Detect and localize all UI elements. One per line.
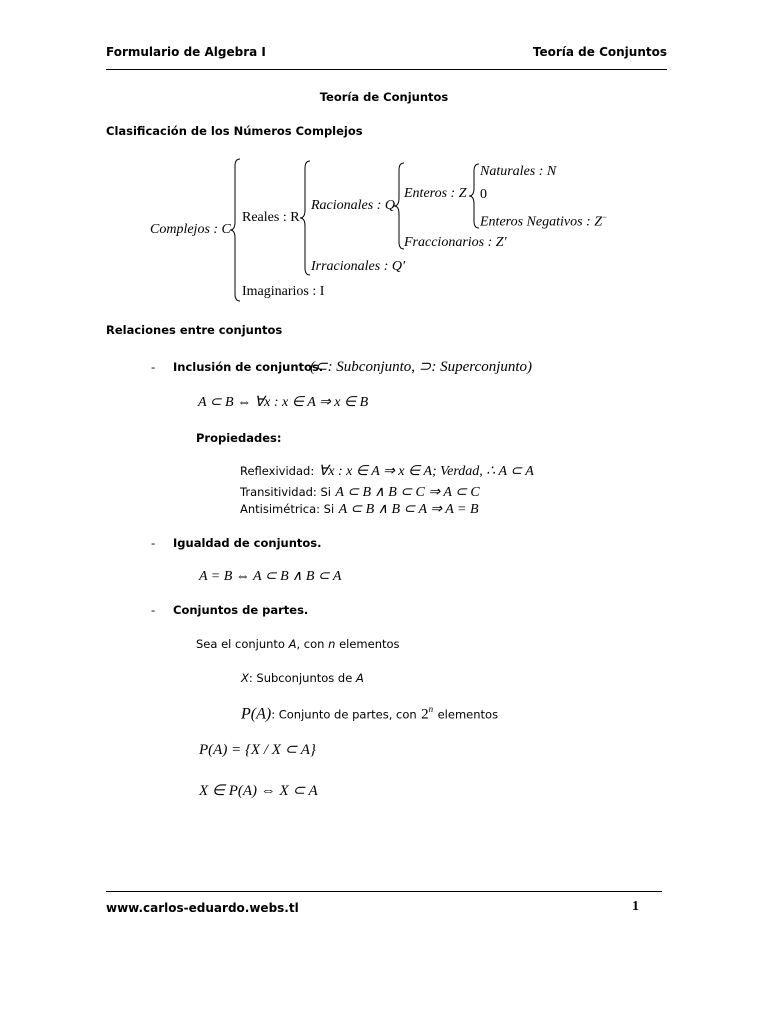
x-set: A [355, 671, 364, 685]
complejos-brace [230, 158, 242, 302]
bullet-power-set: - [151, 603, 156, 617]
intro-post: elementos [339, 637, 400, 651]
bullet-equality: - [151, 536, 156, 550]
inclusion-definition: A ⊂ B ⇔ ∀x : x ∈ A ⇒ x ∈ B [198, 395, 369, 410]
imaginarios-label: Imaginarios : I [242, 284, 325, 299]
power-set-intro [196, 637, 400, 651]
property-formula: ∀x : x ∈ A ⇒ x ∈ A; Verdad, ∴ A ⊂ A [318, 464, 534, 479]
racionales-label: Racionales : Q [311, 198, 395, 213]
subsets-line [241, 671, 364, 685]
property-antisimetrica [240, 500, 479, 518]
classification-heading: Clasificación de los Números Complejos [106, 124, 363, 138]
footer-rule [106, 891, 662, 892]
naturales-label: Naturales : N [480, 164, 557, 179]
power-set-definition: P(A) = {X / X ⊂ A} [199, 742, 316, 758]
equality-definition: A = B ⇔ A ⊂ B ∧ B ⊂ A [199, 569, 342, 584]
page-title: Teoría de Conjuntos [319, 90, 449, 104]
property-formula: A ⊂ B ∧ B ⊂ A ⇒ A = B [338, 502, 479, 517]
cero-label: 0 [480, 187, 487, 202]
intro-set: A [288, 637, 297, 651]
intro-pre: Sea el conjunto [196, 637, 285, 651]
intro-mid: , con [296, 637, 325, 651]
x-desc: : Subconjuntos de [248, 671, 353, 685]
header-rule [106, 69, 667, 70]
p-desc: : Conjunto de partes, con [271, 707, 417, 722]
complejos-label: Complejos : C [150, 222, 231, 237]
enteros-negativos-label: Enteros Negativos : Z− [480, 212, 608, 230]
negative-superscript: − [601, 212, 608, 222]
inclusion-label: Inclusión de conjuntos. [173, 360, 324, 374]
p-base: 2 [421, 706, 429, 723]
properties-heading: Propiedades: [196, 431, 282, 445]
footer-url[interactable]: www.carlos-eduardo.webs.tl [106, 901, 299, 915]
property-label: Reflexividad: [240, 464, 315, 478]
header-right: Teoría de Conjuntos [532, 45, 667, 59]
header-left: Formulario de Algebra I [106, 45, 266, 59]
x-var: X [241, 671, 249, 685]
page-number: 1 [632, 899, 639, 914]
property-reflexividad [240, 462, 534, 480]
enteros-label: Enteros : Z [404, 186, 467, 201]
property-label: Transitividad: Si [240, 485, 331, 499]
property-transitividad [240, 483, 480, 501]
p-post: elementos [437, 707, 499, 722]
irracionales-label: Irracionales : Q' [311, 259, 405, 274]
power-set-membership: X ∈ P(A) ⇔ X ⊂ A [199, 783, 318, 799]
power-set-label: Conjuntos de partes. [173, 603, 309, 617]
reales-label: Reales : R [242, 210, 300, 225]
p-exp: n [428, 704, 434, 714]
bullet-inclusion: - [151, 360, 156, 374]
property-formula: A ⊂ B ∧ B ⊂ C ⇒ A ⊂ C [335, 485, 480, 500]
p-symbol: P(A) [241, 705, 272, 723]
equality-label: Igualdad de conjuntos. [173, 536, 322, 550]
property-label: Antisimétrica: Si [240, 502, 335, 516]
relations-heading: Relaciones entre conjuntos [106, 323, 283, 337]
power-set-line [241, 704, 498, 723]
fraccionarios-label: Fraccionarios : Z' [404, 235, 507, 250]
inclusion-notation: (⊂: Subconjunto, ⊃: Superconjunto) [310, 359, 533, 375]
intro-n: n [328, 637, 336, 651]
